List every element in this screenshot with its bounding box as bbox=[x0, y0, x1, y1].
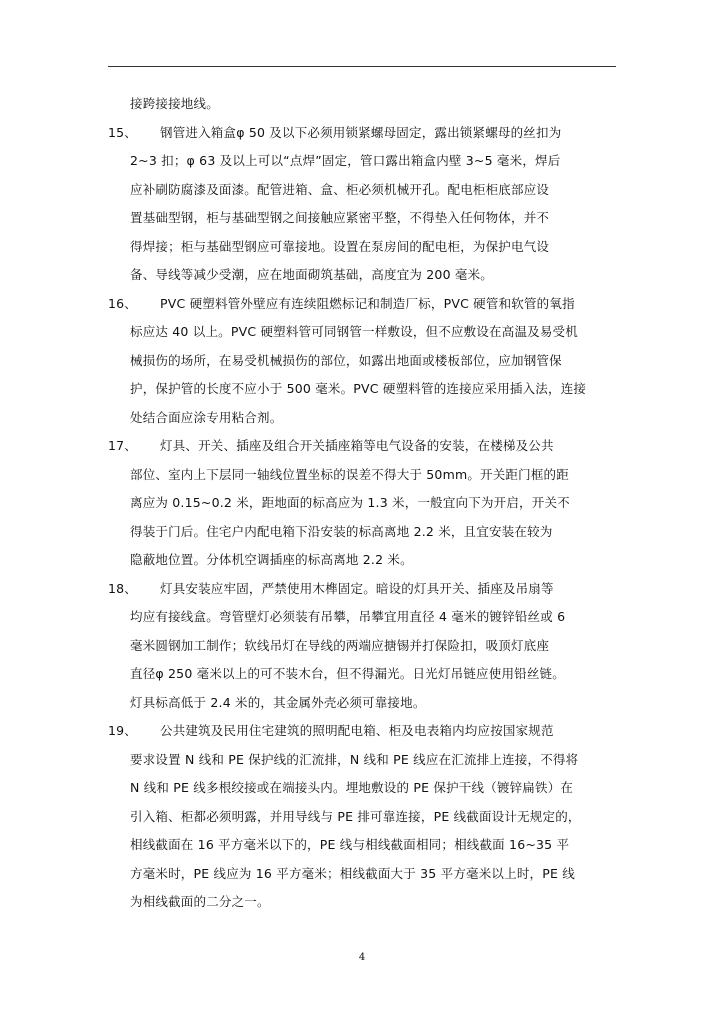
line-text: 部位、室内上下层同一轴线位置坐标的误差不得大于 50mm。开关距门框的距 bbox=[130, 466, 569, 482]
paragraph-line bbox=[108, 746, 616, 775]
paragraph-line bbox=[108, 803, 616, 832]
paragraph-line bbox=[108, 632, 616, 661]
line-text: 标应达 40 以上。PVC 硬塑料管可同钢管一样敷设，但不应敷设在高温及易受机 bbox=[130, 324, 578, 339]
line-text: 接跨接接地线。 bbox=[130, 96, 219, 111]
item-number: 19、 bbox=[108, 723, 138, 738]
line-text: 处结合面应涂专用粘合剂。 bbox=[130, 409, 283, 425]
item-number: 18、 bbox=[108, 580, 138, 596]
line-text: 灯具标高低于 2.4 米的，其金属外壳必须可靠接地。 bbox=[130, 694, 426, 710]
header-rule bbox=[108, 66, 616, 67]
list-item-line bbox=[108, 717, 616, 746]
paragraph-line bbox=[108, 318, 616, 347]
paragraph-line bbox=[108, 204, 616, 233]
line-text: 钢管进入箱盒φ 50 及以下必须用锁紧螺母固定，露出锁紧螺母的丝扣为 bbox=[160, 124, 562, 140]
line-text: 为相线截面的二分之一。 bbox=[130, 894, 270, 909]
list-item-line bbox=[108, 575, 616, 604]
paragraph-line bbox=[108, 404, 616, 433]
line-text: 毫米圆钢加工制作；软线吊灯在导线的两端应搪锡并打保险扣，吸顶灯底座 bbox=[130, 637, 550, 653]
list-item-line bbox=[108, 432, 616, 461]
line-text: N 线和 PE 线多根绞接或在端接头内。埋地敷设的 PE 保护干线（镀锌扁铁）在 bbox=[130, 780, 574, 795]
paragraph-line bbox=[108, 461, 616, 490]
line-text: 械损伤的场所，在易受机械损伤的部位，如露出地面或楼板部位，应加钢管保 bbox=[130, 352, 562, 368]
item-number: 17、 bbox=[108, 438, 138, 453]
item-number: 15、 bbox=[108, 124, 138, 140]
paragraph-line bbox=[108, 375, 616, 404]
line-text: 得焊接；柜与基础型钢应可靠接地。设置在泵房间的配电柜，为保护电气设 bbox=[130, 238, 550, 254]
paragraph-line bbox=[108, 518, 616, 547]
paragraph-line bbox=[108, 147, 616, 176]
line-text: 引入箱、柜都必须明露，并用导线与 PE 排可靠连接，PE 线截面设计无规定的， bbox=[130, 808, 581, 824]
line-text: PVC 硬塑料管外壁应有连续阻燃标记和制造厂标，PVC 硬管和软管的氧指 bbox=[160, 295, 575, 311]
paragraph-line bbox=[108, 347, 616, 376]
line-text: 直径φ 250 毫米以上的可不装木台，但不得漏光。日光灯吊链应使用铅丝链。 bbox=[130, 666, 565, 681]
paragraph-line bbox=[108, 831, 616, 860]
list-item-line bbox=[108, 290, 616, 319]
page-number: 4 bbox=[358, 952, 366, 963]
paragraph-line bbox=[108, 489, 616, 518]
line-text: 得装于门后。住宅户内配电箱下沿安装的标高离地 2.2 米，且宜安装在较为 bbox=[130, 523, 553, 539]
list-item-line bbox=[108, 119, 616, 148]
paragraph-line bbox=[108, 660, 616, 689]
line-text: 护，保护管的长度不应小于 500 毫米。PVC 硬塑料管的连接应采用插入法，连接 bbox=[130, 381, 587, 396]
line-text: 备、导线等减少受潮，应在地面砌筑基础，高度宜为 200 毫米。 bbox=[130, 267, 494, 282]
line-text: 离应为 0.15~0.2 米，距地面的标高应为 1.3 米，一般宜向下为开启，开关不 bbox=[130, 495, 570, 510]
line-text: 灯具安装应牢固，严禁使用木榫固定。暗设的灯具开关、插座及吊扇等 bbox=[160, 580, 554, 596]
line-text: 要求设置 N 线和 PE 保护线的汇流排，N 线和 PE 线应在汇流排上连接，不得将 bbox=[130, 751, 579, 767]
line-text: 2~3 扣；φ 63 及以上可以“点焊”固定，管口露出箱盒内壁 3~5 毫米，焊后 bbox=[130, 153, 561, 168]
paragraph-line bbox=[108, 261, 616, 290]
paragraph-line bbox=[108, 774, 616, 803]
line-text: 方毫米时，PE 线应为 16 平方毫米；相线截面大于 35 平方毫米以上时，PE 线 bbox=[130, 865, 575, 881]
line-text: 应补刷防腐漆及面漆。配管进箱、盒、柜必须机械开孔。配电柜柜底部应设 bbox=[130, 181, 550, 197]
paragraph-line bbox=[108, 689, 616, 718]
line-text: 隐蔽地位置。分体机空调插座的标高离地 2.2 米。 bbox=[130, 552, 413, 567]
paragraph-line bbox=[108, 888, 616, 917]
line-text: 相线截面在 16 平方毫米以下的，PE 线与相线截面相同；相线截面 16~35 平 bbox=[130, 837, 570, 852]
item-number: 16、 bbox=[108, 295, 138, 311]
line-text: 灯具、开关、插座及组合开关插座箱等电气设备的安装，在楼梯及公共 bbox=[160, 438, 554, 453]
paragraph-line bbox=[108, 603, 616, 632]
line-text: 公共建筑及民用住宅建筑的照明配电箱、柜及电表箱内均应按国家规范 bbox=[160, 723, 554, 738]
paragraph-line bbox=[108, 90, 616, 119]
document-body bbox=[108, 90, 616, 917]
line-text: 均应有接线盒。弯管壁灯必须装有吊攀，吊攀宜用直径 4 毫米的镀锌铅丝或 6 bbox=[130, 609, 566, 624]
paragraph-line bbox=[108, 233, 616, 262]
paragraph-line bbox=[108, 176, 616, 205]
paragraph-line bbox=[108, 860, 616, 889]
paragraph-line bbox=[108, 546, 616, 575]
line-text: 置基础型钢，柜与基础型钢之间接触应紧密平整，不得垫入任何物体，并不 bbox=[130, 210, 550, 225]
